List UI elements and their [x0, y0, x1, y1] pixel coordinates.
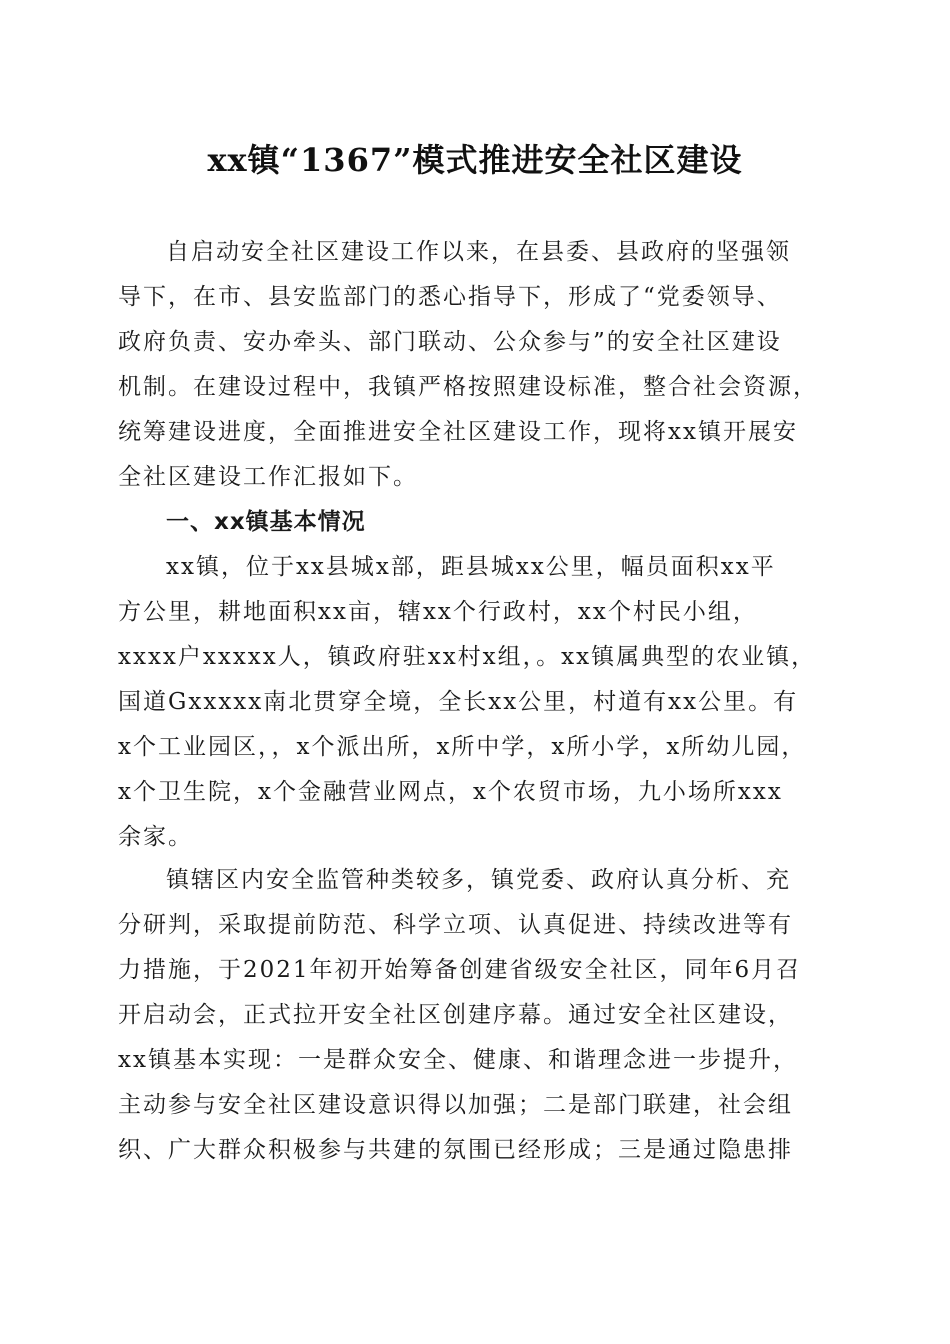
text-line: 机制。在建设过程中，我镇严格按照建设标准，整合社会资源，: [118, 374, 818, 400]
text-line: 自启动安全社区建设工作以来，在县委、县政府的坚强领: [166, 239, 791, 265]
section-heading: 一、xx镇基本情况: [166, 509, 366, 535]
intro-paragraph: [118, 230, 830, 500]
text-line: 统筹建设进度，全面推进安全社区建设工作，现将xx镇开展安: [118, 419, 798, 445]
text-line: 余家。: [118, 824, 193, 850]
text-line: 主动参与安全社区建设意识得以加强；二是部门联建，社会组: [118, 1092, 793, 1118]
text-line: 导下，在市、县安监部门的悉心指导下，形成了“党委领导、: [118, 284, 782, 310]
text-line: 政府负责、安办牵头、部门联动、公众参与”的安全社区建设: [118, 329, 782, 355]
text-line: 分研判，采取提前防范、科学立项、认真促进、持续改进等有: [118, 912, 793, 938]
text-line: 织、广大群众积极参与共建的氛围已经形成；三是通过隐患排: [118, 1137, 793, 1163]
text-line: 全社区建设工作汇报如下。: [118, 464, 418, 490]
text-line: 开启动会，正式拉开安全社区创建序幕。通过安全社区建设，: [118, 1002, 793, 1028]
text-line: x个工业园区，，x个派出所，x所中学，x所小学，x所幼儿园，: [118, 734, 807, 760]
text-line: 方公里，耕地面积xx亩，辖xx个行政村，xx个村民小组，: [118, 599, 758, 625]
text-line: xx镇基本实现：一是群众安全、健康、和谐理念进一步提升，: [118, 1047, 798, 1073]
text-line: 镇辖区内安全监管种类较多，镇党委、政府认真分析、充: [166, 867, 791, 893]
document-title: xx镇“1367”模式推进安全社区建设: [207, 141, 743, 179]
text-line: 国道Gxxxxx南北贯穿全境，全长xx公里，村道有xx公里。有: [118, 689, 799, 715]
text-line: 力措施，于2021年初开始筹备创建省级安全社区，同年6月召: [118, 957, 802, 983]
text-line: xxxx户xxxxx人，镇政府驻xx村x组，。xx镇属典型的农业镇，: [118, 644, 817, 670]
text-line: x个卫生院，x个金融营业网点，x个农贸市场，九小场所xxx: [118, 779, 783, 805]
section-1: [118, 500, 830, 860]
section-1-paragraph-2: [118, 858, 830, 1173]
text-line: xx镇，位于xx县城x部，距县城xx公里，幅员面积xx平: [166, 554, 776, 580]
